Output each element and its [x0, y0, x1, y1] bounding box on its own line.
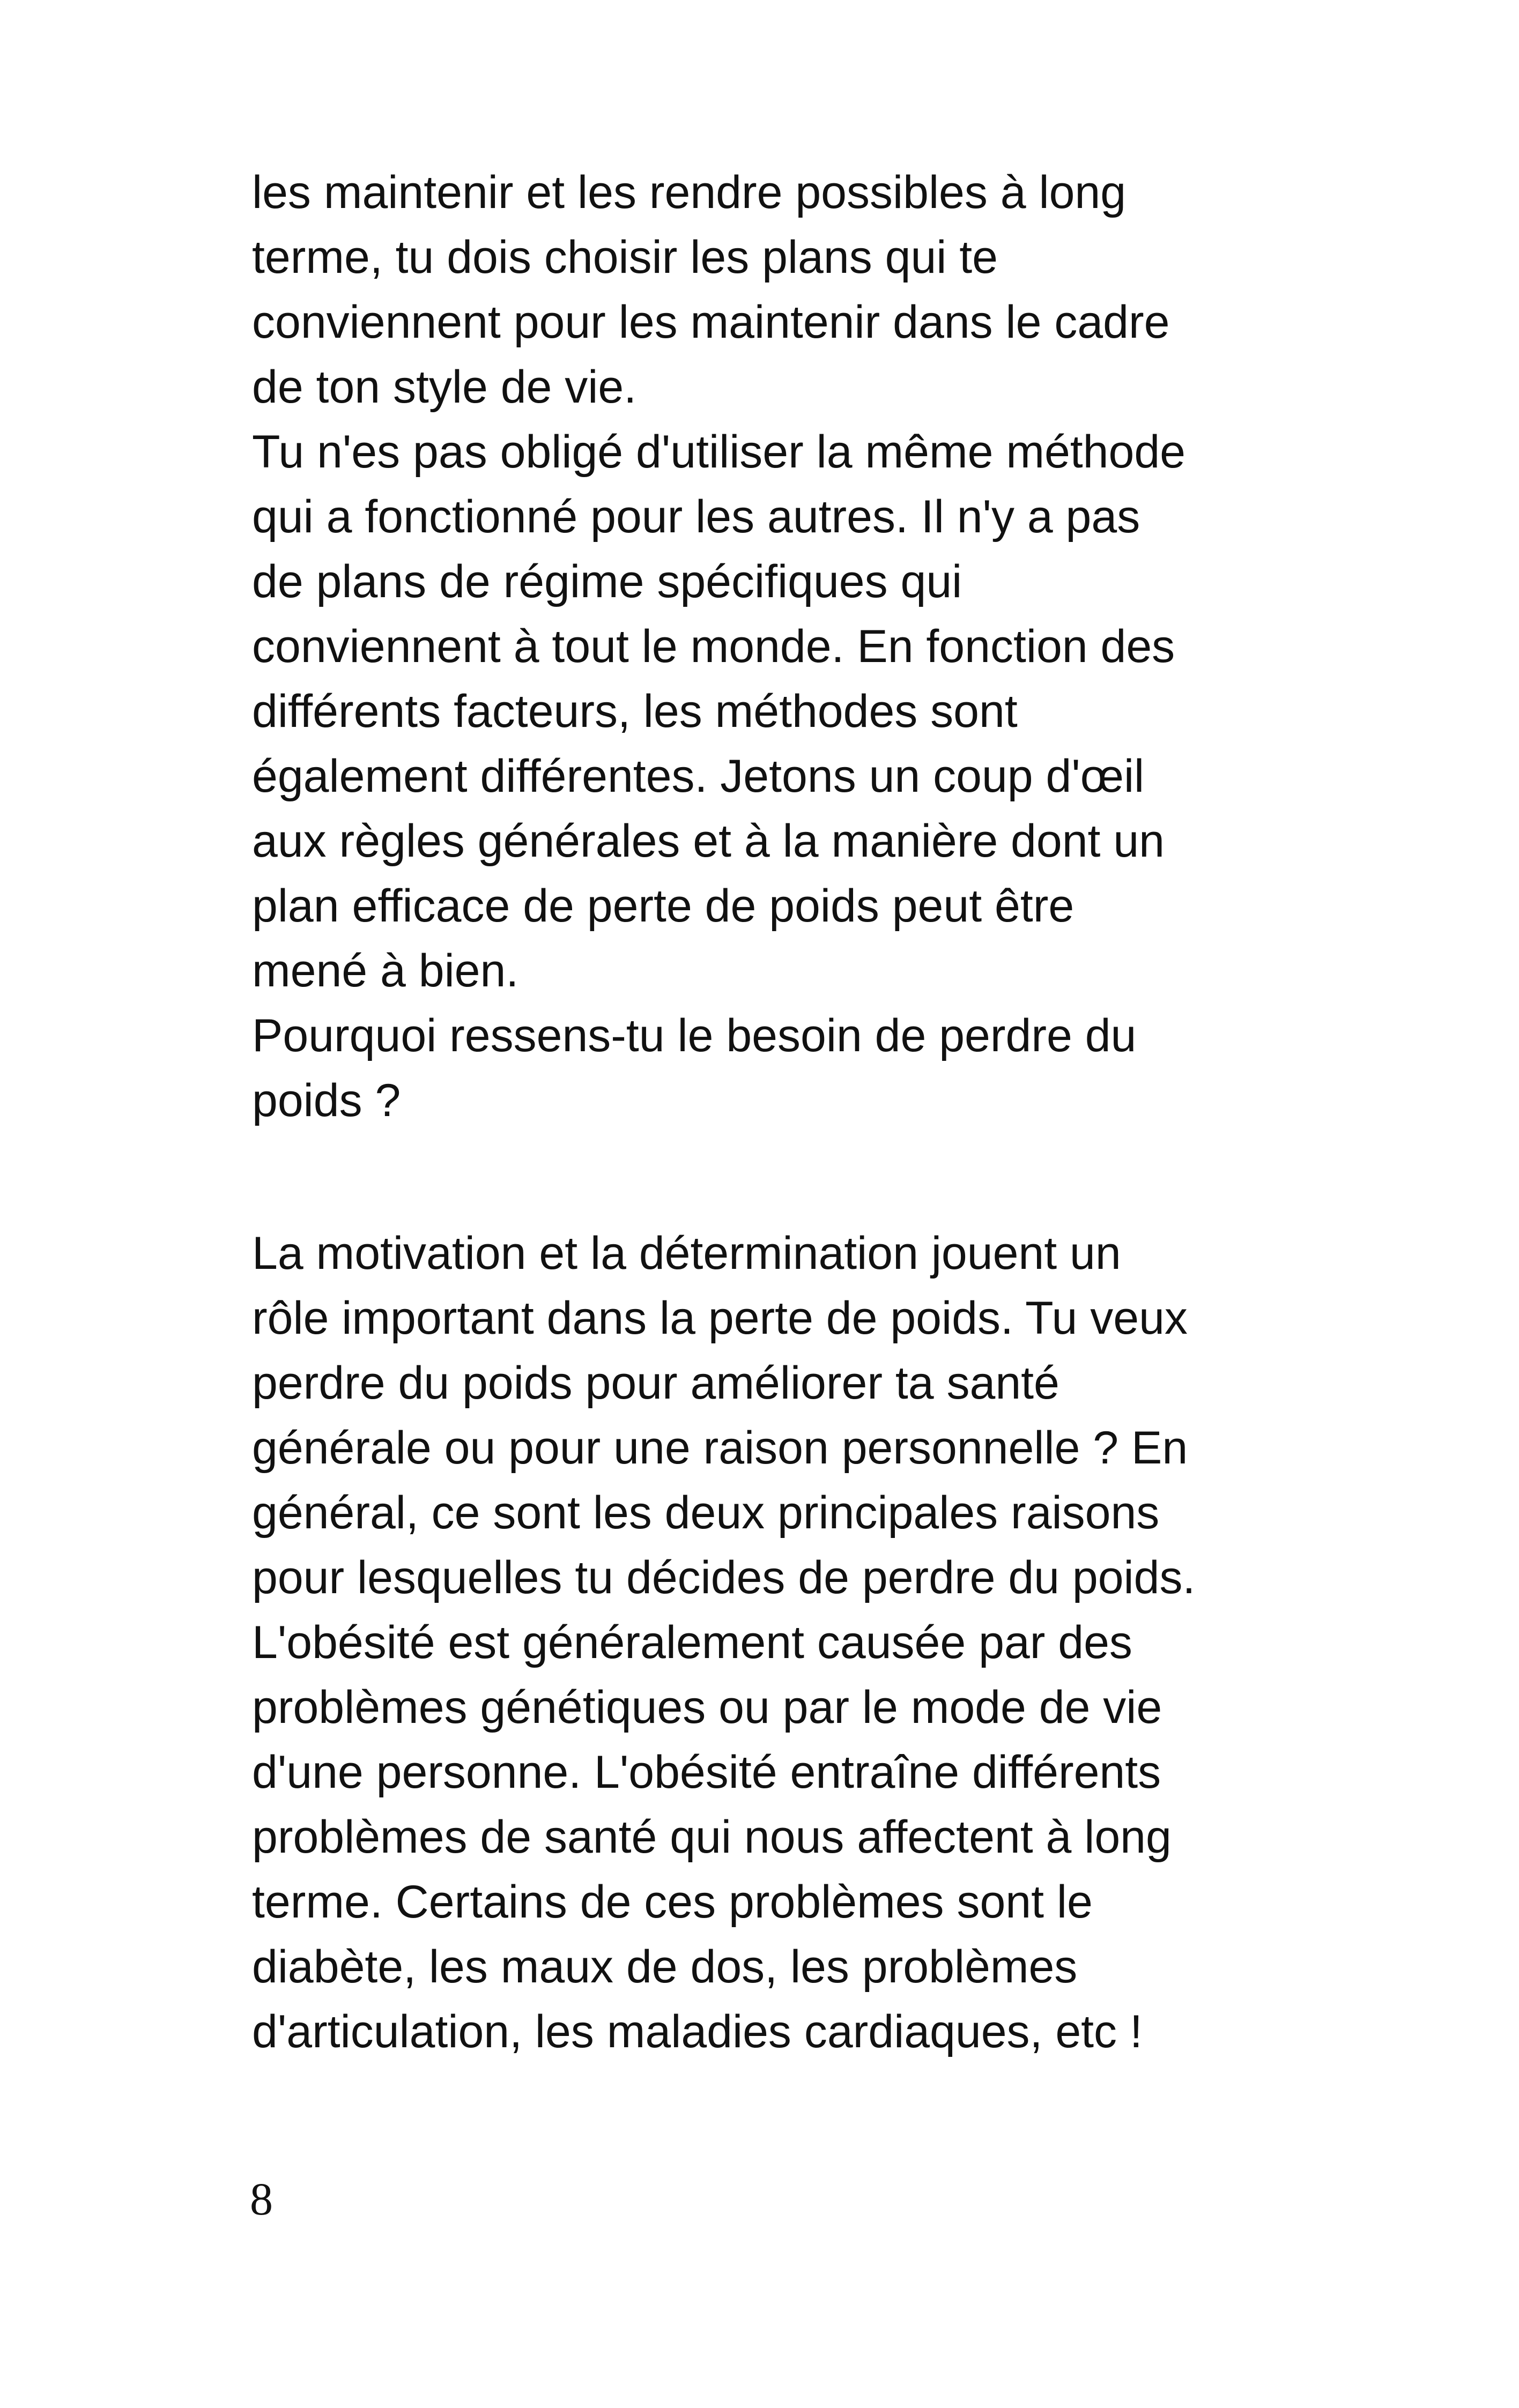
text-line: La motivation et la détermination jouent un	[252, 1228, 1121, 1279]
text-line: également différentes. Jetons un coup d'œil	[252, 750, 1145, 802]
text-line: terme. Certains de ces problèmes sont le	[252, 1876, 1093, 1928]
text-line: conviennent à tout le monde. En fonction des	[252, 621, 1175, 672]
text-line: d'articulation, les maladies cardiaques, etc !	[252, 2006, 1143, 2057]
text-line: de ton style de vie.	[252, 361, 637, 413]
text-line: conviennent pour les maintenir dans le cadre	[252, 296, 1170, 348]
text-line: Tu n'es pas obligé d'utiliser la même méthode	[252, 426, 1185, 478]
text-line: L'obésité est généralement causée par des	[252, 1617, 1132, 1668]
text-line: générale ou pour une raison personnelle ? En	[252, 1422, 1188, 1474]
text-line: aux règles générales et à la manière dont un	[252, 815, 1165, 867]
text-line: Pourquoi ressens-tu le besoin de perdre du	[252, 1010, 1137, 1061]
text-line: rôle important dans la perte de poids. Tu veux	[252, 1292, 1188, 1344]
text-line: diabète, les maux de dos, les problèmes	[252, 1941, 1078, 1993]
paragraph	[252, 160, 1271, 420]
paragraph	[252, 1221, 1271, 2064]
text-line: les maintenir et les rendre possibles à long	[252, 167, 1127, 218]
text-line: plan efficace de perte de poids peut être	[252, 880, 1075, 932]
text-line: terme, tu dois choisir les plans qui te	[252, 232, 998, 283]
text-line: d'une personne. L'obésité entraîne différents	[252, 1746, 1161, 1798]
text-line: poids ?	[252, 1075, 401, 1126]
text-line: pour lesquelles tu décides de perdre du poids.	[252, 1552, 1196, 1603]
text-line: de plans de régime spécifiques qui	[252, 556, 962, 607]
text-block-top	[252, 160, 1271, 1133]
text-line: problèmes de santé qui nous affectent à long	[252, 1811, 1172, 1863]
text-line: perdre du poids pour améliorer ta santé	[252, 1357, 1059, 1409]
text-line: qui a fonctionné pour les autres. Il n'y a pas	[252, 491, 1140, 542]
paragraph	[252, 420, 1271, 1004]
section-question	[252, 1004, 1271, 1133]
text-block-bottom	[252, 1221, 1271, 2064]
text-line: différents facteurs, les méthodes sont	[252, 686, 1018, 737]
text-line: mené à bien.	[252, 945, 519, 997]
page-number: 8	[250, 2173, 273, 2225]
text-line: général, ce sont les deux principales raisons	[252, 1487, 1160, 1539]
text-line: problèmes génétiques ou par le mode de vie	[252, 1682, 1162, 1733]
